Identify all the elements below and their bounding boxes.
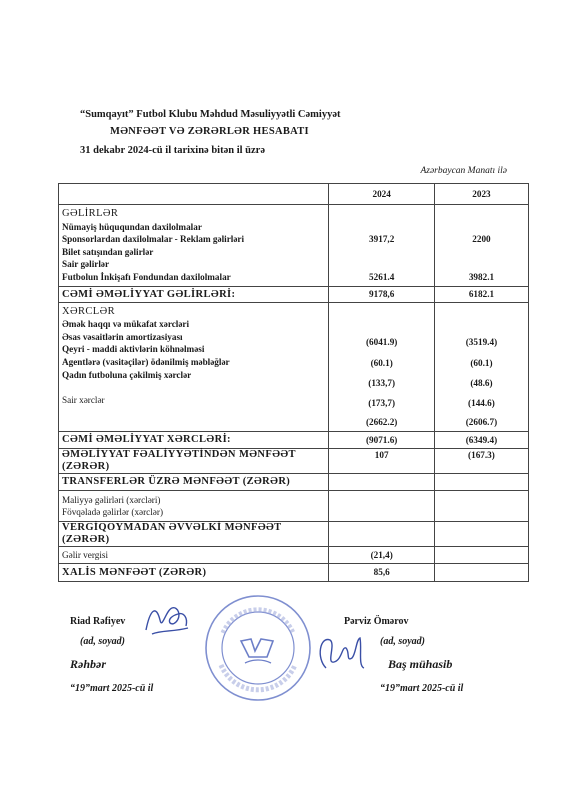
income-tax-label: Gəlir vergisi: [62, 549, 109, 560]
transfers-label: TRANSFERLƏR ÜZRƏ MƏNFƏƏT (ZƏRƏR): [62, 475, 291, 487]
table-header-row: [59, 184, 529, 205]
expense-item-agents: Agentlərə (vasitəçilər) ödənilmiş məbləğlər: [62, 356, 230, 367]
income-item-other: Sair gəlirlər: [62, 259, 110, 270]
pretax-profit-row: [59, 521, 529, 546]
expense-2023-1: (3519.4): [465, 336, 498, 347]
director-name: Riad Rəfiyev: [70, 616, 126, 627]
expense-2024-5: (2662.2): [365, 416, 398, 427]
operating-profit-2023: (167.3): [468, 449, 495, 460]
expense-item-depreciation: Əsas vəsaitlərin amortizasiyası: [62, 331, 183, 342]
total-income-label: CƏMİ ƏMƏLİYYAT GƏLİRLƏRİ:: [62, 288, 236, 300]
pretax-profit-label: VERGİQOYMADAN ƏVVƏLKİ MƏNFƏƏT: [62, 521, 282, 533]
expense-2023-3: (48.6): [470, 377, 493, 388]
accountant-name-caption: (ad, soyad): [380, 636, 425, 647]
financial-row: [59, 490, 529, 521]
director-date: “19”mart 2025-cü il: [70, 683, 154, 694]
pretax-profit-label-2: (ZƏRƏR): [62, 533, 110, 545]
expense-2024-1: (6041.9): [365, 336, 398, 347]
accountant-signature: [312, 628, 372, 678]
operating-profit-row: [59, 448, 529, 473]
expenses-section-row: [59, 302, 529, 431]
header-2024: 2024: [329, 184, 434, 205]
expense-2024-2: (60.1): [370, 357, 393, 368]
extraordinary-income-label: Fövqəladə gəlirlər (xərclər): [62, 507, 164, 518]
expense-item-other: Sair xərclər: [62, 394, 105, 405]
company-name: “Sumqayıt” Futbol Klubu Məhdud Məsuliyyətli Cəmiyyət: [80, 109, 341, 120]
expense-item-salaries: Əmək haqqı və mükafat xərcləri: [62, 319, 190, 330]
header-blank-cell: [59, 184, 329, 205]
fund-2024: 5261.4: [369, 271, 395, 282]
total-income-row: [59, 286, 529, 302]
net-profit-label: XALİS MƏNFƏƏT (ZƏRƏR): [62, 566, 207, 578]
income-tax-row: [59, 546, 529, 563]
sponsor-2024: 3917,2: [369, 234, 395, 245]
director-role: Rəhbər: [70, 657, 106, 671]
total-expenses-row: [59, 431, 529, 448]
net-profit-2024: 85,6: [373, 566, 390, 577]
operating-profit-label: ƏMƏLİYYAT FƏALİYYƏTİNDƏN MƏNFƏƏT: [62, 448, 296, 460]
income-statement-table: [58, 183, 529, 582]
expense-item-womens-football: Qadın futboluna çəkilmiş xərclər: [62, 369, 192, 380]
expense-2024-3: (133,7): [368, 377, 396, 388]
director-name-caption: (ad, soyad): [80, 636, 125, 647]
expense-2023-4: (144.6): [468, 397, 495, 408]
sponsor-2023: 2200: [472, 234, 491, 245]
report-period: 31 dekabr 2024-cü il tarixinə bitən il üzrə: [80, 145, 266, 156]
header-2023: 2023: [434, 184, 528, 205]
expense-2024-4: (173,7): [368, 397, 396, 408]
accountant-date: “19”mart 2025-cü il: [380, 683, 464, 694]
expense-2023-5: (2606.7): [465, 416, 498, 427]
total-expenses-2023: (6349.4): [465, 434, 498, 445]
expense-2023-2: (60.1): [470, 357, 493, 368]
total-expenses-label: CƏMİ ƏMƏLİYYAT XƏRCLƏRİ:: [62, 433, 231, 445]
transfers-row: [59, 473, 529, 490]
expense-item-amortization: Qeyri - maddi aktivlərin köhnəlməsi: [62, 344, 205, 355]
total-income-2024: 9178,6: [369, 288, 395, 299]
report-title: MƏNFƏƏT VƏ ZƏRƏRLƏR HESABATI: [110, 126, 309, 137]
income-item-tickets: Bilet satışından gəlirlər: [62, 246, 154, 257]
income-item-fund: Futbolun İnkişafı Fondundan daxilolmalar: [62, 271, 231, 282]
total-expenses-2024: (9071.6): [365, 434, 398, 445]
expenses-heading: XƏRCLƏR: [62, 305, 115, 317]
currency-note: Azərbaycan Manatı ilə: [420, 166, 507, 176]
company-seal: [203, 593, 313, 703]
fund-2023: 3982.1: [468, 271, 495, 282]
director-signature: [142, 600, 192, 640]
income-section-row: [59, 205, 529, 287]
income-tax-2024: (21,4): [370, 549, 393, 560]
accountant-role: Baş mühasib: [388, 657, 453, 671]
financial-income-label: Maliyyə gəlirləri (xərcləri): [62, 494, 161, 505]
income-heading: GƏLİRLƏR: [62, 208, 119, 219]
accountant-name: Pərviz Ömərov: [344, 616, 409, 627]
operating-profit-2024: 107: [374, 449, 389, 460]
operating-profit-label-2: (ZƏRƏR): [62, 460, 110, 472]
income-item-sponsors: Sponsorlardan daxilolmalar - Reklam gəlirləri: [62, 234, 245, 245]
net-profit-row: [59, 563, 529, 581]
total-income-2023: 6182.1: [468, 288, 495, 299]
income-item-broadcast: Nümayiş hüququndan daxilolmalar: [62, 221, 202, 232]
